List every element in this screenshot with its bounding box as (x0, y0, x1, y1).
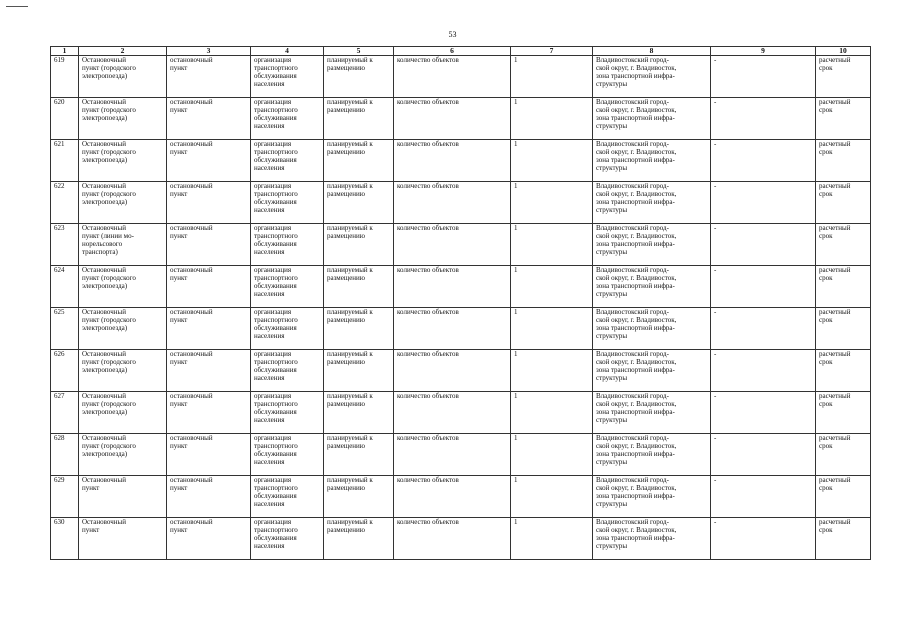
row-number-cell: 629 (51, 476, 79, 518)
header-row (51, 47, 871, 56)
purpose-cell: организация транспортного обслуживания населения (251, 56, 324, 98)
purpose-cell: организация транспортного обслуживания населения (251, 266, 324, 308)
object-name-cell: Остановочный пункт (городского электропоезда) (79, 308, 167, 350)
column-header: 3 (167, 47, 251, 56)
value-cell: 1 (511, 266, 593, 308)
location-cell: Владивостокский город- ской округ, г. Владивосток, зона транспортной инфра- структуры (593, 98, 711, 140)
value-cell: 1 (511, 392, 593, 434)
characteristic-cell: количество объектов (394, 434, 511, 476)
corner-rule (6, 6, 28, 7)
object-name-cell: Остановочный пункт (городского электропоезда) (79, 350, 167, 392)
term-cell: расчетный срок (816, 98, 871, 140)
location-cell: Владивостокский город- ской округ, г. Владивосток, зона транспортной инфра- структуры (593, 140, 711, 182)
table-row (51, 308, 871, 350)
object-name-cell: Остановочный пункт (городского электропоезда) (79, 392, 167, 434)
column-header: 9 (711, 47, 816, 56)
term-cell: расчетный срок (816, 182, 871, 224)
column-header: 7 (511, 47, 593, 56)
object-type-cell: остановочный пункт (167, 308, 251, 350)
characteristic-cell: количество объектов (394, 266, 511, 308)
term-cell: расчетный срок (816, 476, 871, 518)
objects-table (50, 46, 871, 560)
term-cell: расчетный срок (816, 140, 871, 182)
object-type-cell: остановочный пункт (167, 56, 251, 98)
status-cell: планируемый к размещению (324, 392, 394, 434)
value-cell: 1 (511, 182, 593, 224)
characteristic-cell: количество объектов (394, 476, 511, 518)
status-cell: планируемый к размещению (324, 182, 394, 224)
value-cell: 1 (511, 56, 593, 98)
table-row (51, 392, 871, 434)
purpose-cell: организация транспортного обслуживания населения (251, 518, 324, 560)
characteristic-cell: количество объектов (394, 98, 511, 140)
row-number-cell: 620 (51, 98, 79, 140)
row-number-cell: 627 (51, 392, 79, 434)
row-number-cell: 622 (51, 182, 79, 224)
column-header: 8 (593, 47, 711, 56)
status-cell: планируемый к размещению (324, 350, 394, 392)
status-cell: планируемый к размещению (324, 434, 394, 476)
object-type-cell: остановочный пункт (167, 392, 251, 434)
object-type-cell: остановочный пункт (167, 266, 251, 308)
column-header: 5 (324, 47, 394, 56)
purpose-cell: организация транспортного обслуживания населения (251, 350, 324, 392)
location-cell: Владивостокский город- ской округ, г. Владивосток, зона транспортной инфра- структуры (593, 224, 711, 266)
status-cell: планируемый к размещению (324, 98, 394, 140)
row-number-cell: 621 (51, 140, 79, 182)
status-cell: планируемый к размещению (324, 140, 394, 182)
object-name-cell: Остановочный пункт (линии мо- норельсового транспорта) (79, 224, 167, 266)
location-cell: Владивостокский город- ской округ, г. Владивосток, зона транспортной инфра- структуры (593, 392, 711, 434)
zone-note-cell: - (711, 392, 816, 434)
characteristic-cell: количество объектов (394, 518, 511, 560)
purpose-cell: организация транспортного обслуживания населения (251, 98, 324, 140)
row-number-cell: 626 (51, 350, 79, 392)
term-cell: расчетный срок (816, 224, 871, 266)
characteristic-cell: количество объектов (394, 182, 511, 224)
location-cell: Владивостокский город- ской округ, г. Владивосток, зона транспортной инфра- структуры (593, 434, 711, 476)
purpose-cell: организация транспортного обслуживания населения (251, 308, 324, 350)
characteristic-cell: количество объектов (394, 224, 511, 266)
zone-note-cell: - (711, 350, 816, 392)
characteristic-cell: количество объектов (394, 56, 511, 98)
location-cell: Владивостокский город- ской округ, г. Владивосток, зона транспортной инфра- структуры (593, 182, 711, 224)
status-cell: планируемый к размещению (324, 308, 394, 350)
value-cell: 1 (511, 308, 593, 350)
row-number-cell: 623 (51, 224, 79, 266)
purpose-cell: организация транспортного обслуживания населения (251, 476, 324, 518)
table-row (51, 98, 871, 140)
object-type-cell: остановочный пункт (167, 518, 251, 560)
row-number-cell: 630 (51, 518, 79, 560)
zone-note-cell: - (711, 140, 816, 182)
status-cell: планируемый к размещению (324, 518, 394, 560)
table-row (51, 182, 871, 224)
purpose-cell: организация транспортного обслуживания населения (251, 224, 324, 266)
column-header: 10 (816, 47, 871, 56)
column-header: 1 (51, 47, 79, 56)
purpose-cell: организация транспортного обслуживания населения (251, 392, 324, 434)
location-cell: Владивостокский город- ской округ, г. Владивосток, зона транспортной инфра- структуры (593, 518, 711, 560)
table-row (51, 476, 871, 518)
object-type-cell: остановочный пункт (167, 224, 251, 266)
table-row (51, 140, 871, 182)
column-header: 6 (394, 47, 511, 56)
row-number-cell: 624 (51, 266, 79, 308)
purpose-cell: организация транспортного обслуживания населения (251, 182, 324, 224)
zone-note-cell: - (711, 56, 816, 98)
object-name-cell: Остановочный пункт (городского электропоезда) (79, 98, 167, 140)
zone-note-cell: - (711, 476, 816, 518)
characteristic-cell: количество объектов (394, 392, 511, 434)
object-type-cell: остановочный пункт (167, 98, 251, 140)
object-name-cell: Остановочный пункт (городского электропоезда) (79, 182, 167, 224)
purpose-cell: организация транспортного обслуживания населения (251, 434, 324, 476)
location-cell: Владивостокский город- ской округ, г. Владивосток, зона транспортной инфра- структуры (593, 350, 711, 392)
status-cell: планируемый к размещению (324, 266, 394, 308)
term-cell: расчетный срок (816, 266, 871, 308)
row-number-cell: 625 (51, 308, 79, 350)
status-cell: планируемый к размещению (324, 224, 394, 266)
characteristic-cell: количество объектов (394, 140, 511, 182)
object-type-cell: остановочный пункт (167, 476, 251, 518)
table-row (51, 518, 871, 560)
object-type-cell: остановочный пункт (167, 140, 251, 182)
status-cell: планируемый к размещению (324, 56, 394, 98)
value-cell: 1 (511, 140, 593, 182)
object-name-cell: Остановочный пункт (79, 476, 167, 518)
characteristic-cell: количество объектов (394, 308, 511, 350)
value-cell: 1 (511, 518, 593, 560)
zone-note-cell: - (711, 266, 816, 308)
object-name-cell: Остановочный пункт (городского электропоезда) (79, 56, 167, 98)
value-cell: 1 (511, 476, 593, 518)
object-type-cell: остановочный пункт (167, 434, 251, 476)
column-header: 4 (251, 47, 324, 56)
table-row (51, 224, 871, 266)
location-cell: Владивостокский город- ской округ, г. Владивосток, зона транспортной инфра- структуры (593, 476, 711, 518)
column-header: 2 (79, 47, 167, 56)
zone-note-cell: - (711, 518, 816, 560)
location-cell: Владивостокский город- ской округ, г. Владивосток, зона транспортной инфра- структуры (593, 56, 711, 98)
status-cell: планируемый к размещению (324, 476, 394, 518)
table-row (51, 350, 871, 392)
row-number-cell: 619 (51, 56, 79, 98)
object-name-cell: Остановочный пункт (городского электропоезда) (79, 140, 167, 182)
table-row (51, 434, 871, 476)
location-cell: Владивостокский город- ской округ, г. Владивосток, зона транспортной инфра- структуры (593, 266, 711, 308)
zone-note-cell: - (711, 224, 816, 266)
term-cell: расчетный срок (816, 392, 871, 434)
characteristic-cell: количество объектов (394, 350, 511, 392)
value-cell: 1 (511, 434, 593, 476)
term-cell: расчетный срок (816, 518, 871, 560)
object-name-cell: Остановочный пункт (79, 518, 167, 560)
object-name-cell: Остановочный пункт (городского электропоезда) (79, 266, 167, 308)
object-type-cell: остановочный пункт (167, 350, 251, 392)
zone-note-cell: - (711, 308, 816, 350)
zone-note-cell: - (711, 182, 816, 224)
zone-note-cell: - (711, 98, 816, 140)
value-cell: 1 (511, 224, 593, 266)
value-cell: 1 (511, 350, 593, 392)
value-cell: 1 (511, 98, 593, 140)
page-number: 53 (448, 30, 457, 39)
object-name-cell: Остановочный пункт (городского электропоезда) (79, 434, 167, 476)
object-type-cell: остановочный пункт (167, 182, 251, 224)
location-cell: Владивостокский город- ской округ, г. Владивосток, зона транспортной инфра- структуры (593, 308, 711, 350)
term-cell: расчетный срок (816, 56, 871, 98)
term-cell: расчетный срок (816, 308, 871, 350)
table-row (51, 56, 871, 98)
zone-note-cell: - (711, 434, 816, 476)
table-row (51, 266, 871, 308)
term-cell: расчетный срок (816, 350, 871, 392)
row-number-cell: 628 (51, 434, 79, 476)
term-cell: расчетный срок (816, 434, 871, 476)
purpose-cell: организация транспортного обслуживания населения (251, 140, 324, 182)
table-body (51, 56, 871, 560)
